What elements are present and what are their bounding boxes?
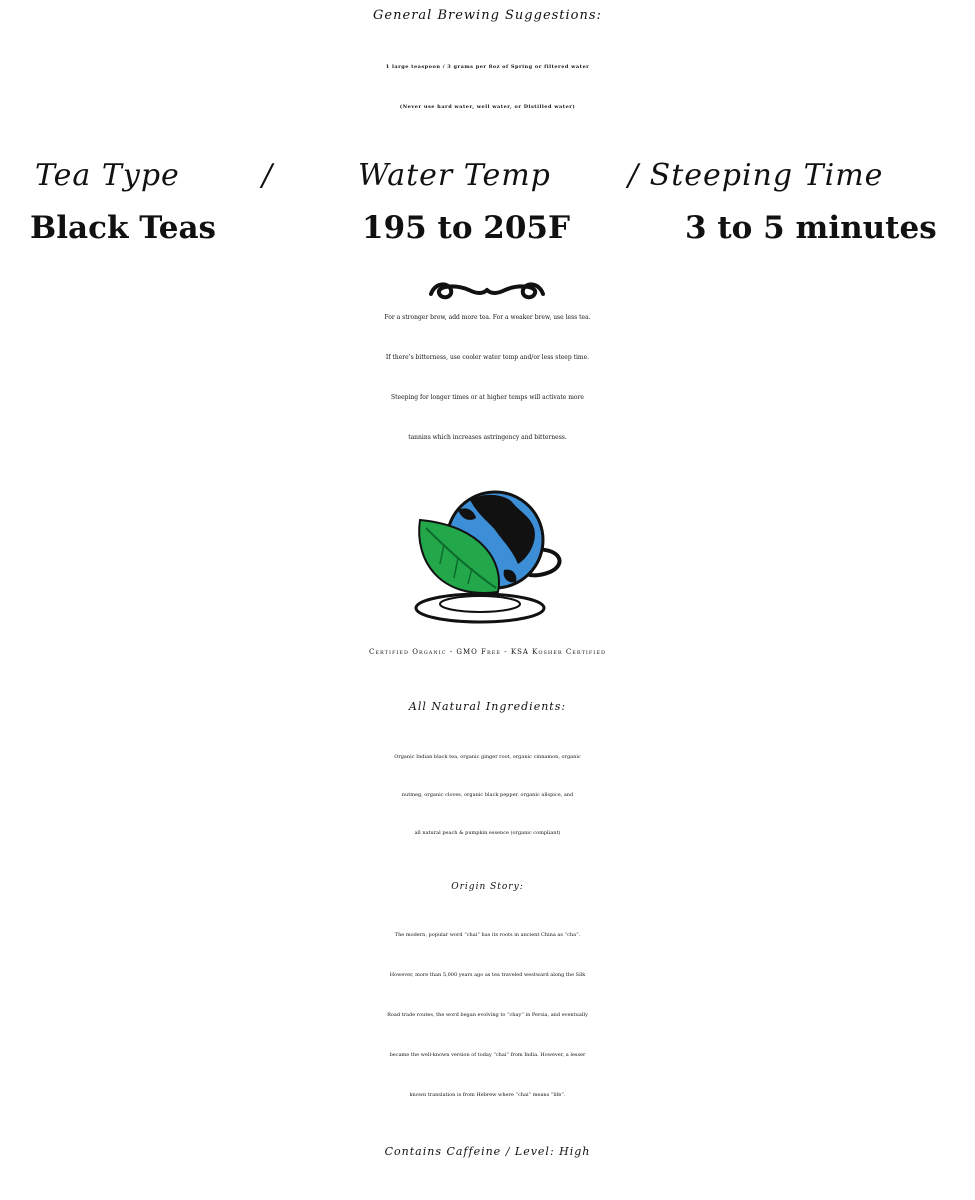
caffeine-level: Contains Caffeine / Level: High (384, 1145, 591, 1158)
tip-line-4: tannins which increases astringency and bitterness. (408, 434, 567, 441)
origin-line-3: Road trade routes, the word began evolving to “chay” in Persia, and eventually (387, 1012, 588, 1018)
origin-line-5: known translation is from Hebrew where “chai” means “life”. (409, 1092, 566, 1098)
tip-line-2: If there’s bitterness, use cooler water temp and/or less steep time. (385, 354, 590, 361)
ingredients-line-1: Organic Indian black tea, organic ginger root, organic cinnamon, organic (394, 754, 581, 760)
brewing-heading: General Brewing Suggestions: (373, 8, 602, 23)
origin-line-1: The modern, popular word “chai” has its roots in ancient China as “cha”. (394, 932, 581, 938)
flourish-divider-icon (425, 276, 549, 304)
tip-line-1: For a stronger brew, add more tea. For a weaker brew, use less tea. (384, 314, 591, 321)
amount-line: 1 large teaspoon / 3 grams per 8oz of Spring or filtered water (385, 64, 590, 70)
header-steeping-time: / Steeping Time (628, 158, 884, 193)
origin-line-4: became the well-known version of today “chai” from India. However, a lesser (389, 1052, 586, 1058)
ingredients-heading: All Natural Ingredients: (408, 700, 567, 713)
ingredients-line-2: nutmeg, organic cloves, organic black pepper, organic allspice, and (401, 792, 574, 798)
header-tea-type: Tea Type (35, 158, 180, 193)
steeping-time-value: 3 to 5 minutes (685, 210, 937, 246)
tip-line-3: Steeping for longer times or at higher temps will activate more (391, 394, 584, 401)
tea-type-value: Black Teas (30, 210, 216, 246)
origin-line-2: However, more than 5,000 years ago as tea traveled westward along the Silk (389, 972, 586, 978)
certifications-line: Certified Organic - GMO Free - KSA Kosher Certified (368, 648, 607, 656)
header-water-temp: Water Temp (358, 158, 551, 193)
water-note: (Never use hard water, well water, or Distilled water) (399, 104, 576, 110)
origin-heading: Origin Story: (451, 882, 524, 892)
water-temp-value: 195 to 205F (362, 210, 571, 246)
ingredients-line-3: all natural peach & pumpkin essence (organic compliant) (414, 830, 561, 836)
header-separator: / (262, 158, 274, 193)
globe-leaf-teacup-logo (400, 480, 580, 630)
